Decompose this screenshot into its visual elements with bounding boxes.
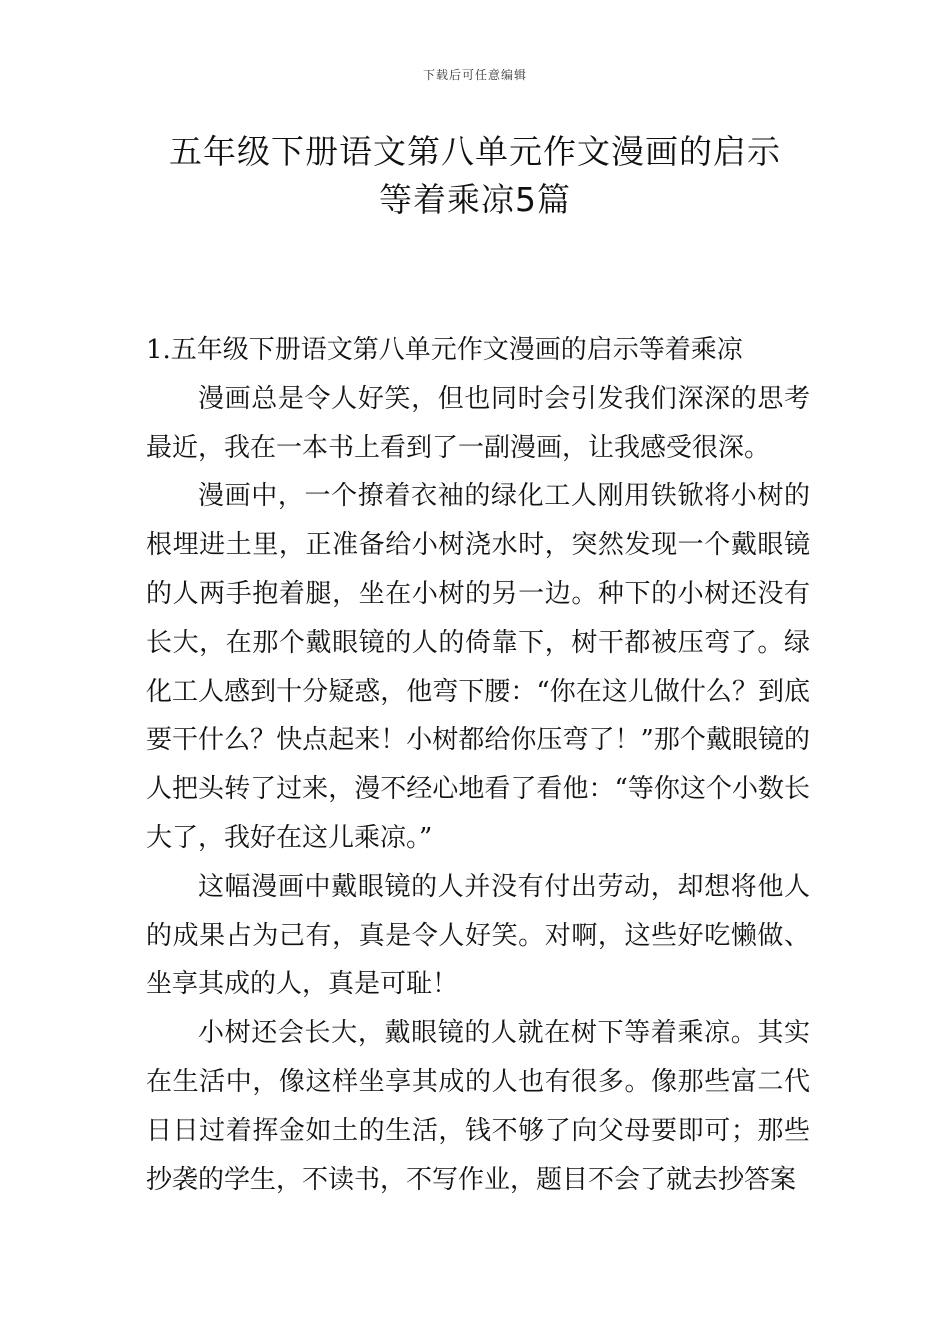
document-title-line-2: 等着乘凉5篇 <box>379 180 571 219</box>
document-title <box>120 128 830 224</box>
paragraph-4: 小树还会长大，戴眼镜的人就在树下等着乘凉。其实在生活中，像这样坐享其成的人也有很多。像那些富二代日日过着挥金如土的生活，钱不够了向父母要即可；那些抄袭的学生，不读书，不写作业，题目不会了就去抄答案 <box>146 1018 810 1195</box>
paragraph-1: 漫画总是令人好笑，但也同时会引发我们深深的思考最近，我在一本书上看到了一副漫画，让我感受很深。 <box>146 383 810 463</box>
header-note: 下载后可任意编辑 <box>422 68 527 82</box>
document-title-line-1: 五年级下册语文第八单元作文漫画的启示 <box>169 132 781 171</box>
paragraph-3: 这幅漫画中戴眼镜的人并没有付出劳动，却想将他人的成果占为己有，真是令人好笑。对啊，这些好吃懒做、坐享其成的人，真是可耻！ <box>146 871 810 1000</box>
paragraph-2: 漫画中，一个撩着衣袖的绿化工人刚用铁锨将小树的根埋进土里，正准备给小树浇水时，突然发现一个戴眼镜的人两手抱着腿，坐在小树的另一边。种下的小树还没有长大，在那个戴眼镜的人的倚靠下，树干都被压弯了。绿化工人感到十分疑惑，他弯下腰：“你在这儿做什么？到底要干什么？快点起来！小树都给你压弯了！”那个戴眼镜的人把头转了过来，漫不经心地看了看他：“等你这个小数长大了，我好在这儿乘凉。” <box>146 481 810 853</box>
document-body <box>146 326 810 1204</box>
section-heading: 1.五年级下册语文第八单元作文漫画的启示等着乘凉 <box>146 335 743 365</box>
